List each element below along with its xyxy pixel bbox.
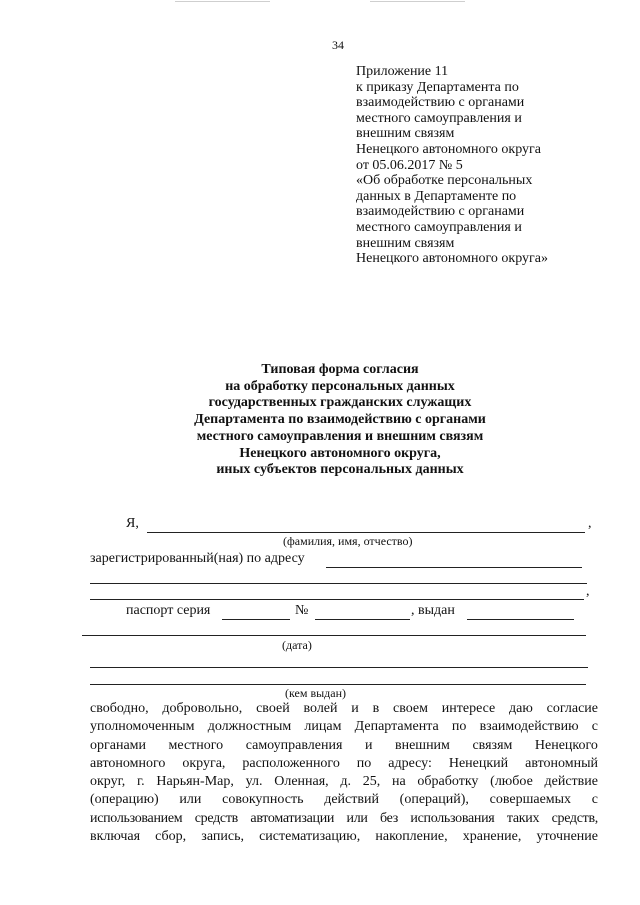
title-line: Ненецкого автономного округа,	[239, 445, 441, 461]
body-word: местного	[168, 737, 224, 753]
issuer-line-1[interactable]	[90, 667, 588, 668]
appendix-line: местного самоуправления и	[356, 219, 522, 235]
appendix-line: внешним связям	[356, 235, 455, 251]
page-number: 34	[332, 38, 344, 52]
body-line: включая сбор, запись, систематизацию, накопление, хранение, уточнение	[90, 829, 598, 845]
date-caption: (дата)	[282, 638, 312, 652]
appendix-line: взаимодействию с органами	[356, 95, 525, 111]
body-word: Ненецкого	[534, 737, 598, 753]
passport-number-line[interactable]	[315, 619, 410, 620]
scan-edge-right	[370, 1, 465, 2]
title-line: Типовая форма согласия	[261, 362, 419, 377]
address-field-line-1[interactable]	[326, 567, 582, 568]
scan-edge-left	[175, 1, 270, 2]
appendix-line: внешним связям	[356, 126, 455, 142]
issuer-line-2[interactable]	[90, 684, 586, 685]
body-line: автономного округа, расположенного по адресу: Ненецкий автономный	[90, 755, 598, 771]
issue-date-line[interactable]	[82, 635, 586, 636]
fio-caption: (фамилия, имя, отчество)	[283, 534, 413, 548]
appendix-line: Ненецкого автономного округа	[356, 141, 541, 157]
appendix-line: данных в Департаменте по	[356, 188, 517, 204]
appendix-line: местного самоуправления и	[356, 110, 522, 126]
document-title	[100, 362, 580, 479]
issued-label: , выдан	[411, 603, 455, 618]
issuer-caption: (кем выдан)	[285, 686, 347, 700]
appendix-block	[356, 64, 626, 267]
fio-comma: ,	[588, 516, 592, 531]
body-word: внешним	[394, 737, 450, 753]
issued-by-line-1[interactable]	[467, 619, 574, 620]
passport-series-line[interactable]	[222, 619, 290, 620]
registered-label: зарегистрированный(ная) по адресу	[90, 551, 305, 566]
ya-label: Я,	[126, 516, 139, 531]
title-line: иных субъектов персональных данных	[216, 462, 464, 478]
body-word: органами	[90, 737, 147, 753]
body-line: округ, г. Нарьян-Мар, ул. Оленная, д. 25, на обработку (любое действие	[90, 774, 598, 790]
consent-paragraph	[90, 700, 598, 846]
fio-field-line[interactable]	[147, 532, 585, 533]
body-word: и	[364, 737, 373, 753]
appendix-line: от 05.06.2017 № 5	[356, 157, 463, 173]
body-line-spread	[90, 737, 598, 755]
title-line: государственных гражданских служащих	[208, 395, 472, 411]
appendix-line: взаимодействию с органами	[356, 204, 525, 220]
address-field-line-2[interactable]	[90, 583, 587, 584]
passport-label: паспорт серия	[126, 603, 211, 618]
appendix-line: Приложение 11	[356, 64, 449, 79]
body-line: уполномоченным должностным лицам Департамента по взаимодействию с	[90, 719, 598, 735]
number-label: №	[295, 603, 309, 618]
appendix-line: Ненецкого автономного округа»	[356, 251, 548, 267]
body-line: (операцию) или совокупность действий (операций), совершаемых с	[90, 792, 598, 808]
body-word: связям	[472, 737, 513, 753]
title-line: местного самоуправления и внешним связям	[196, 428, 484, 444]
title-line: на обработку персональных данных	[225, 378, 455, 394]
body-line: свободно, добровольно, своей волей и в своем интересе даю согласие	[90, 701, 598, 716]
title-line: Департамента по взаимодействию с органами	[194, 412, 486, 428]
body-word: самоуправления	[245, 737, 343, 753]
appendix-line: «Об обработке персональных	[356, 173, 533, 189]
address-field-line-3[interactable]	[90, 599, 584, 600]
address-comma: ,	[586, 584, 590, 599]
body-line: использованием средств автоматизации или без использования таких средств,	[90, 810, 598, 826]
appendix-line: к приказу Департамента по	[356, 79, 519, 95]
